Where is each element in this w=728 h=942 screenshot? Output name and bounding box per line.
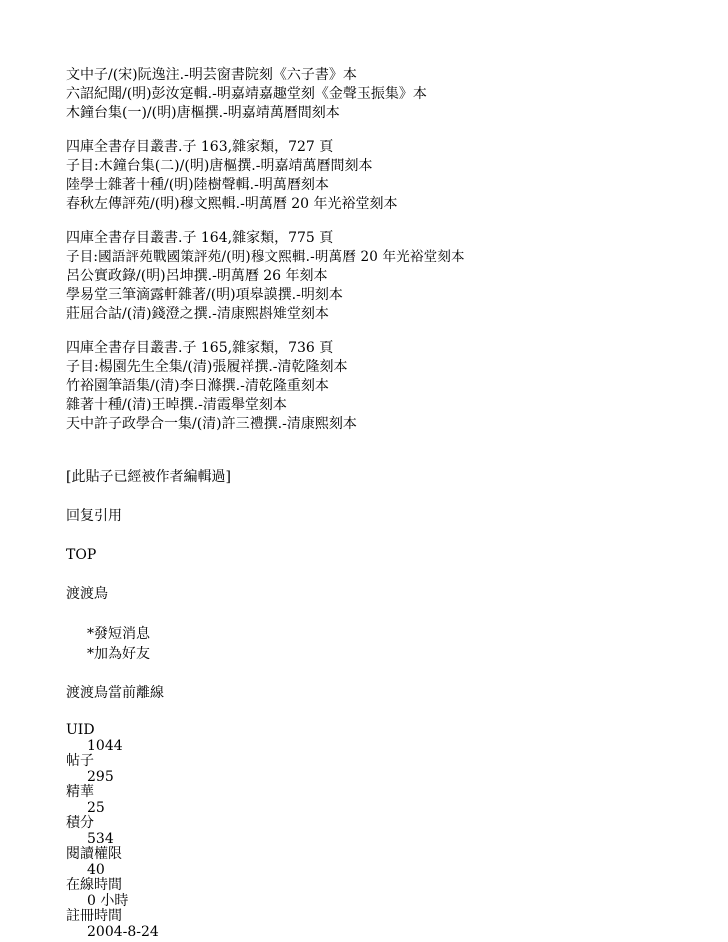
profile-value-uid: 1044 xyxy=(87,737,123,754)
book-entry: 竹裕園筆語集/(清)李日滌撰.-清乾隆重刻本 xyxy=(66,378,329,394)
book-list-group xyxy=(66,229,706,324)
book-entry: 木鐘台集(一)/(明)唐樞撰.-明嘉靖萬曆間刻本 xyxy=(66,105,340,121)
profile-label-read-permission: 閱讀權限 xyxy=(66,846,122,862)
add-friend-link[interactable]: *加為好友 xyxy=(87,646,150,662)
profile-value-digest: 25 xyxy=(87,799,105,816)
book-entry: 六詔紀聞/(明)彭汝寔輯.-明嘉靖嘉趣堂刻《金聲玉振集》本 xyxy=(66,86,427,102)
book-entry: 春秋左傳評苑/(明)穆文熙輯.-明萬曆 20 年光裕堂刻本 xyxy=(66,196,398,212)
profile-label-digest: 精華 xyxy=(66,784,94,800)
top-link[interactable]: TOP xyxy=(66,547,97,563)
profile-value-registered: 2004-8-24 xyxy=(87,923,159,940)
profile-label-uid: UID xyxy=(66,722,95,738)
edited-note: [此貼子已經被作者編輯過] xyxy=(66,469,231,485)
profile-label-points: 積分 xyxy=(66,815,94,831)
author-name[interactable]: 渡渡鳥 xyxy=(66,586,108,602)
profile-value-points: 534 xyxy=(87,830,114,847)
send-message-link[interactable]: *發短消息 xyxy=(87,626,150,642)
profile-value-posts: 295 xyxy=(87,768,114,785)
collection-heading: 四庫全書存目叢書.子 163,雜家類，727 頁 xyxy=(66,139,334,155)
post-body xyxy=(66,66,706,487)
collection-heading: 四庫全書存目叢書.子 164,雜家類，775 頁 xyxy=(66,230,334,246)
book-entry: 雜著十種/(清)王晫撰.-清霞舉堂刻本 xyxy=(66,397,287,413)
book-entry: 莊屈合詁/(清)錢澄之撰.-清康熙斟雉堂刻本 xyxy=(66,306,329,322)
book-list-group xyxy=(66,138,706,214)
book-list-group xyxy=(66,66,706,123)
book-entry: 呂公實政錄/(明)呂坤撰.-明萬曆 26 年刻本 xyxy=(66,268,328,284)
reply-quote-link[interactable]: 回复引用 xyxy=(66,508,122,524)
author-menu xyxy=(66,624,706,664)
book-entry: 子目:木鐘台集(二)/(明)唐樞撰.-明嘉靖萬曆間刻本 xyxy=(66,158,373,174)
book-entry: 子目:國語評苑戰國策評苑/(明)穆文熙輯.-明萬曆 20 年光裕堂刻本 xyxy=(66,249,465,265)
author-profile xyxy=(66,723,706,940)
book-entry: 天中許子政學合一集/(清)許三禮撰.-清康熙刻本 xyxy=(66,416,357,432)
profile-label-registered: 註冊時間 xyxy=(66,908,122,924)
profile-label-posts: 帖子 xyxy=(66,753,94,769)
profile-value-read-permission: 40 xyxy=(87,861,105,878)
profile-value-online-time: 0 小時 xyxy=(87,892,129,909)
online-status: 渡渡鳥當前離線 xyxy=(66,685,164,701)
book-entry: 陸學士雜著十種/(明)陸樹聲輯.-明萬曆刻本 xyxy=(66,177,329,193)
collection-heading: 四庫全書存目叢書.子 165,雜家類，736 頁 xyxy=(66,340,334,356)
book-entry: 文中子/(宋)阮逸注.-明芸窗書院刻《六子書》本 xyxy=(66,67,357,83)
book-entry: 學易堂三筆滴露軒雜著/(明)項皋謨撰.-明刻本 xyxy=(66,287,343,303)
book-list-group xyxy=(66,339,706,434)
book-entry: 子目:楊園先生全集/(清)張履祥撰.-清乾隆刻本 xyxy=(66,359,348,375)
profile-label-online-time: 在線時間 xyxy=(66,877,122,893)
